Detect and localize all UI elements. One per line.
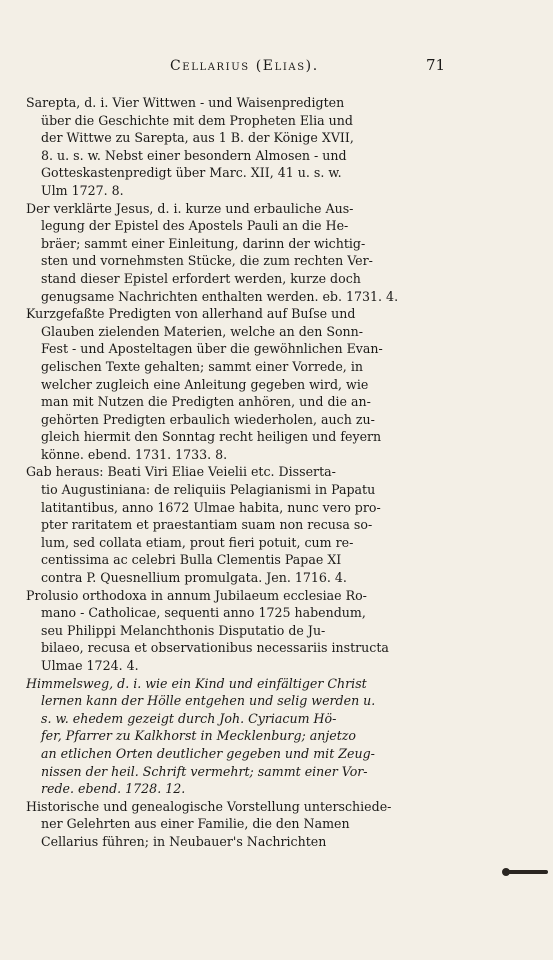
bibliography-list xyxy=(26,94,528,851)
entry-line: genugsame Nachrichten enthalten werden. eb. 1731. 4. xyxy=(41,288,399,304)
bibliography-entry xyxy=(26,675,528,798)
entry-line: stand dieser Epistel erfordert werden, kurze doch xyxy=(41,270,361,286)
entry-line: mano - Catholicae, sequenti anno 1725 habendum, xyxy=(41,605,366,621)
bibliography-entry xyxy=(26,200,528,306)
entry-line: seu Philippi Melanchthonis Disputatio de Ju- xyxy=(41,622,326,638)
entry-line: Gotteskastenpredigt über Marc. XII, 41 u. s. w. xyxy=(41,165,342,181)
entry-line: Prolusio orthodoxa in annum Jubilaeum ecclesiae Ro- xyxy=(26,587,367,603)
entry-line: gelischen Texte gehalten; sammt einer Vorrede, in xyxy=(41,358,363,374)
entry-line: gehörten Predigten erbaulich wiederholen, auch zu- xyxy=(41,411,375,427)
entry-line: Historische und genealogische Vorstellung unterschiede- xyxy=(26,798,392,814)
entry-line: legung der Epistel des Apostels Pauli an die He- xyxy=(41,218,349,234)
entry-line: 8. u. s. w. Nebst einer besondern Almosen - und xyxy=(41,147,347,163)
entry-line: lum, sed collata etiam, prout fieri potuit, cum re- xyxy=(41,534,354,550)
entry-line: s. w. ehedem gezeigt durch Joh. Cyriacum Hö- xyxy=(41,710,337,726)
entry-line: Cellarius führen; in Neubauer's Nachrichten xyxy=(41,833,327,849)
entry-line: bräer; sammt einer Einleitung, darinn der wichtig- xyxy=(41,235,366,251)
running-head: Cellarius (Elias). xyxy=(170,58,319,74)
entry-line: pter raritatem et praestantiam suam non recusa so- xyxy=(41,517,373,533)
entry-line: Fest - und Aposteltagen über die gewöhnlichen Evan- xyxy=(41,341,383,357)
entry-line: nissen der heil. Schrift vermehrt; sammt einer Vor- xyxy=(41,763,368,779)
decorative-rule xyxy=(508,870,548,874)
entry-line: latitantibus, anno 1672 Ulmae habita, nunc vero pro- xyxy=(41,499,381,515)
bibliography-entry xyxy=(26,587,528,675)
entry-line: fer, Pfarrer zu Kalkhorst in Mecklenburg; anjetzo xyxy=(41,728,357,744)
entry-line: rede. ebend. 1728. 12. xyxy=(41,781,186,797)
entry-line: centissima ac celebri Bulla Clementis Papae XI xyxy=(41,552,342,568)
entry-line: welcher zugleich eine Anleitung gegeben wird, wie xyxy=(41,376,369,392)
bibliography-entry xyxy=(26,94,528,200)
entry-line: Der verklärte Jesus, d. i. kurze und erbauliche Aus- xyxy=(26,200,354,216)
entry-line: über die Geschichte mit dem Propheten Elia und xyxy=(41,112,353,128)
entry-line: tio Augustiniana: de reliquiis Pelagianismi in Papatu xyxy=(41,482,376,498)
entry-line: Ulm 1727. 8. xyxy=(41,182,124,198)
entry-line: ner Gelehrten aus einer Familie, die den Namen xyxy=(41,816,350,832)
bibliography-entry xyxy=(26,305,528,463)
bibliography-entry xyxy=(26,463,528,586)
entry-line: Kurzgefaßte Predigten von allerhand auf Buſse und xyxy=(26,306,356,322)
entry-line: Glauben zielenden Materien, welche an den Sonn- xyxy=(41,323,364,339)
entry-line: Himmelsweg, d. i. wie ein Kind und einfältiger Christ xyxy=(26,675,367,691)
entry-line: an etlichen Orten deutlicher gegeben und mit Zeug- xyxy=(41,745,375,761)
entry-line: könne. ebend. 1731. 1733. 8. xyxy=(41,446,228,462)
entry-line: Gab heraus: Beati Viri Eliae Veielii etc. Disserta- xyxy=(26,464,336,480)
page-number: 71 xyxy=(426,56,446,74)
bibliography-entry xyxy=(26,798,528,851)
entry-line: der Wittwe zu Sarepta, aus 1 B. der Könige XVII, xyxy=(41,130,354,146)
entry-line: Ulmae 1724. 4. xyxy=(41,658,139,673)
entry-line: gleich hiermit den Sonntag recht heiligen und feyern xyxy=(41,429,382,445)
page-header xyxy=(0,58,553,80)
entry-line: bilaeo, recusa et observationibus necessariis instructa xyxy=(41,640,389,656)
entry-line: sten und vornehmsten Stücke, die zum rechten Ver- xyxy=(41,253,373,269)
entry-line: contra P. Quesnellium promulgata. Jen. 1716. 4. xyxy=(41,570,347,586)
entry-line: man mit Nutzen die Predigten anhören, und die an- xyxy=(41,394,371,410)
entry-line: Sarepta, d. i. Vier Wittwen - und Waisenpredigten xyxy=(26,95,345,110)
entry-line: lernen kann der Hölle entgehen und selig werden u. xyxy=(41,693,376,709)
